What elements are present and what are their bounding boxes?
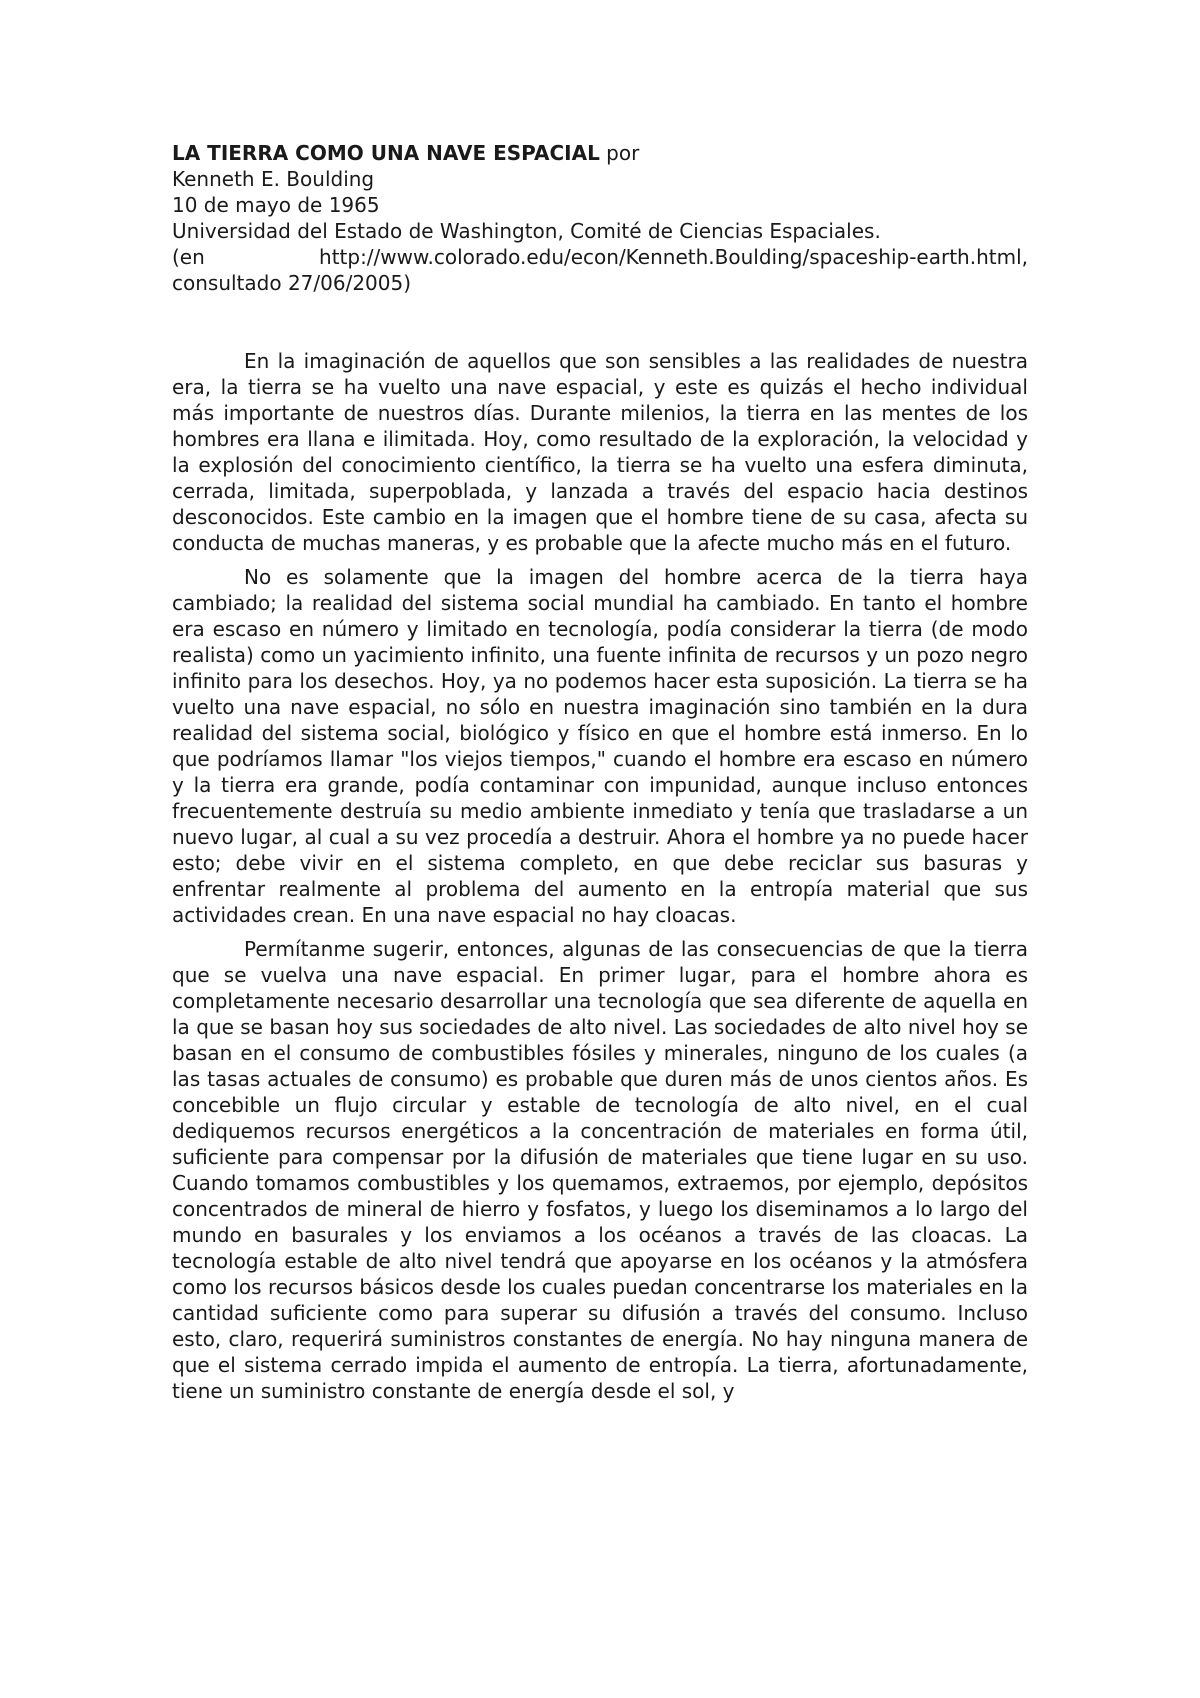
document-header (172, 140, 1028, 296)
source-consulted: consultado 27/06/2005) (172, 271, 412, 295)
source-url: http://www.colorado.edu/econ/Kenneth.Boulding/spaceship-earth.html, (319, 245, 1028, 269)
institution: Universidad del Estado de Washington, Comité de Ciencias Espaciales. (172, 219, 881, 243)
document-title: LA TIERRA COMO UNA NAVE ESPACIAL (172, 141, 600, 165)
document-body (172, 348, 1028, 1404)
publication-date: 10 de mayo de 1965 (172, 193, 380, 217)
author: Kenneth E. Boulding (172, 167, 375, 191)
source-line (172, 244, 1028, 270)
paragraph-1: En la imaginación de aquellos que son sensibles a las realidades de nuestra era, la tierra se ha vuelto una nave espacial, y este es quizás el hecho individual más importante de nuestros días. Durante milenios, la tierra en las mentes de los hombres era llana e ilimitada. Hoy, como resultado de la exploración, la velocidad y la explosión del conocimiento científico, la tierra se ha vuelto una esfera diminuta, cerrada, limitada, superpoblada, y lanzada a través del espacio hacia destinos desconocidos. Este cambio en la imagen que el hombre tiene de su casa, afecta su conducta de muchas maneras, y es probable que la afecte mucho más en el futuro. (172, 349, 1028, 555)
title-suffix: por (599, 141, 640, 165)
document-content (172, 140, 1028, 1412)
paragraph-3: Permítanme sugerir, entonces, algunas de las consecuencias de que la tierra que se vuelva una nave espacial. En primer lugar, para el hombre ahora es completamente necesario desarrollar una tecnología que sea diferente de aquella en la que se basan hoy sus sociedades de alto nivel. Las sociedades de alto nivel hoy se basan en el consumo de combustibles fósiles y minerales, ninguno de los cuales (a las tasas actuales de consumo) es probable que duren más de unos cientos años. Es concebible un flujo circular y estable de tecnología de alto nivel, en el cual dediquemos recursos energéticos a la concentración de materiales en forma útil, suficiente para compensar por la difusión de materiales que tiene lugar en su uso. Cuando tomamos combustibles y los quemamos, extraemos, por ejemplo, depósitos concentrados de mineral de hierro y fosfatos, y luego los diseminamos a lo largo del mundo en basurales y los enviamos a los océanos a través de las cloacas. La tecnología estable de alto nivel tendrá que apoyarse en los océanos y la atmósfera como los recursos básicos desde los cuales puedan concentrarse los materiales en la cantidad suficiente como para superar su difusión a través del consumo. Incluso esto, claro, requerirá suministros constantes de energía. No hay ninguna manera de que el sistema cerrado impida el aumento de entropía. La tierra, afortunadamente, tiene un suministro constante de energía desde el sol, y (172, 937, 1028, 1403)
paragraph-2: No es solamente que la imagen del hombre acerca de la tierra haya cambiado; la realidad del sistema social mundial ha cambiado. En tanto el hombre era escaso en número y limitado en tecnología, podía considerar la tierra (de modo realista) como un yacimiento infinito, una fuente infinita de recursos y un pozo negro infinito para los desechos. Hoy, ya no podemos hacer esta suposición. La tierra se ha vuelto una nave espacial, no sólo en nuestra imaginación sino también en la dura realidad del sistema social, biológico y físico en que el hombre está inmerso. En lo que podríamos llamar "los viejos tiempos," cuando el hombre era escaso en número y la tierra era grande, podía contaminar con impunidad, aunque incluso entonces frecuentemente destruía su medio ambiente inmediato y tenía que trasladarse a un nuevo lugar, al cual a su vez procedía a destruir. Ahora el hombre ya no puede hacer esto; debe vivir en el sistema completo, en que debe reciclar sus basuras y enfrentar realmente al problema del aumento en la entropía material que sus actividades crean. En una nave espacial no hay cloacas. (172, 565, 1028, 927)
title-line (172, 140, 1028, 166)
source-prefix: (en (172, 245, 205, 269)
